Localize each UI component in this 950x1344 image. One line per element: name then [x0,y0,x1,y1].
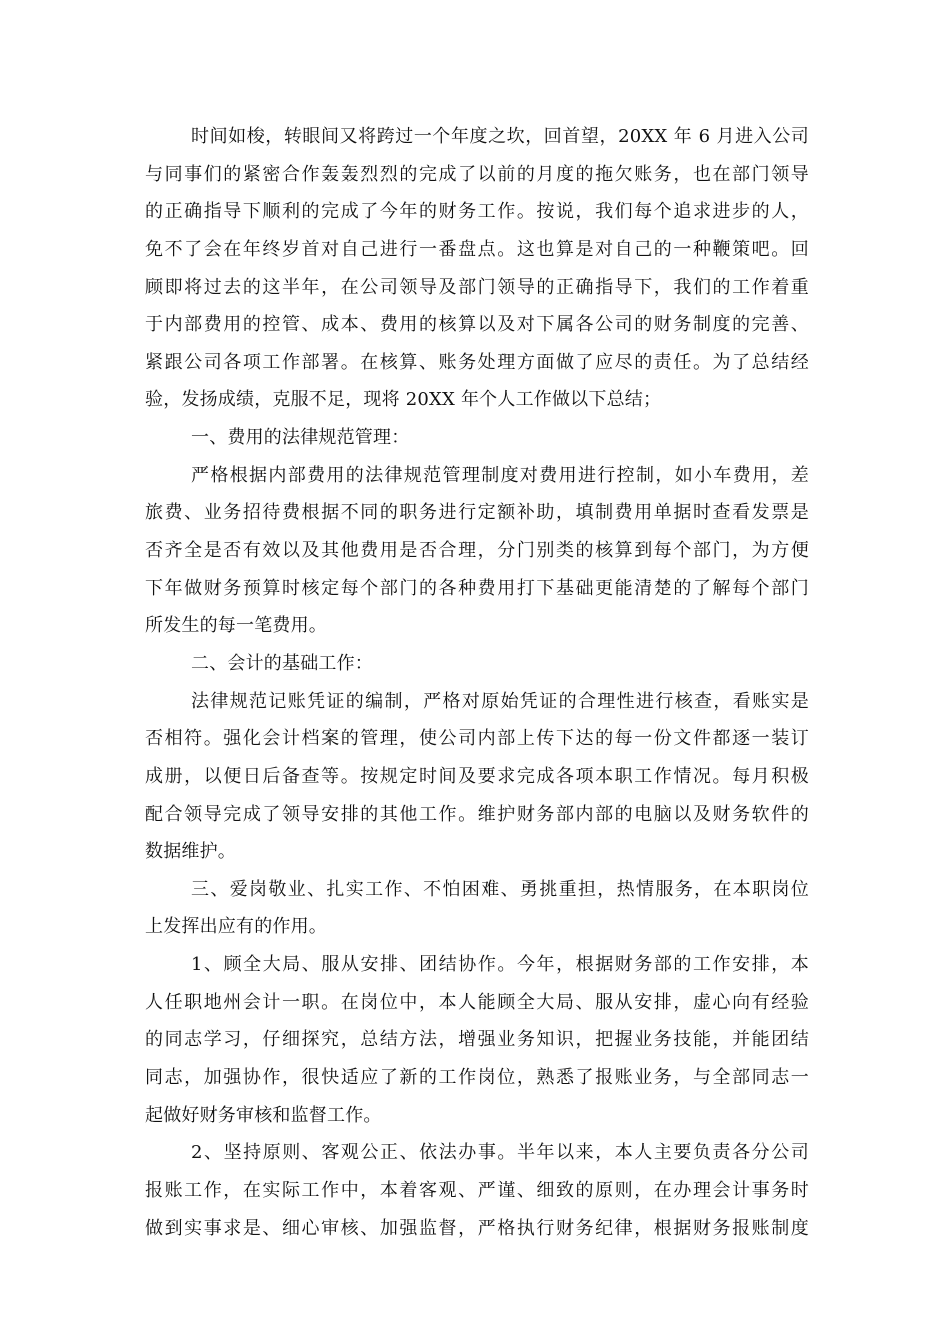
text-line: 所发生的每一笔费用。 [145,615,327,637]
text-line: 2、坚持原则、客观公正、依法办事。半年以来，本人主要负责各分公司 [191,1142,809,1164]
text-line: 验，发扬成绩，克服不足，现将 20XX 年个人工作做以下总结； [145,389,662,411]
text-line: 的正确指导下顺利的完成了今年的财务工作。按说，我们每个追求进步的人， [145,201,809,223]
text-line: 同志，加强协作，很快适应了新的工作岗位，熟悉了报账业务，与全部同志一 [145,1067,809,1089]
text-line: 时间如梭，转眼间又将跨过一个年度之坎，回首望，20XX 年 6 月进入公司 [191,126,809,147]
text-line: 三、爱岗敬业、扎实工作、不怕困难、勇挑重担，热情服务，在本职岗位 [191,878,809,900]
text-line: 成册，以便日后备查等。按规定时间及要求完成各项本职工作情况。每月积极 [145,765,809,787]
text-line: 否齐全是否有效以及其他费用是否合理，分门别类的核算到每个部门，为方便 [145,540,809,562]
text-line: 报账工作，在实际工作中，本着客观、严谨、细致的原则，在办理会计事务时 [145,1179,809,1201]
text-line: 法律规范记账凭证的编制，严格对原始凭证的合理性进行核查，看账实是 [191,690,809,712]
text-line: 一、费用的法律规范管理： [191,427,410,449]
document-page [145,118,809,1247]
text-line: 紧跟公司各项工作部署。在核算、账务处理方面做了应尽的责任。为了总结经 [145,351,809,373]
text-line: 1、顾全大局、服从安排、团结协作。今年，根据财务部的工作安排，本 [191,954,809,976]
text-line: 旅费、业务招待费根据不同的职务进行定额补助，填制费用单据时查看发票是 [145,502,809,524]
text-line: 的同志学习，仔细探究，总结方法，增强业务知识，把握业务技能，并能团结 [145,1029,809,1051]
text-line: 与同事们的紧密合作轰轰烈烈的完成了以前的月度的拖欠账务，也在部门领导 [145,163,809,185]
text-line: 下年做财务预算时核定每个部门的各种费用打下基础更能清楚的了解每个部门 [145,577,809,599]
text-line: 二、会计的基础工作： [191,652,373,674]
text-line: 配合领导完成了领导安排的其他工作。维护财务部内部的电脑以及财务软件的 [145,803,809,825]
text-line: 免不了会在年终岁首对自己进行一番盘点。这也算是对自己的一种鞭策吧。回 [145,238,809,260]
text-line: 做到实事求是、细心审核、加强监督，严格执行财务纪律，根据财务报账制度 [145,1217,809,1239]
text-line: 顾即将过去的这半年，在公司领导及部门领导的正确指导下，我们的工作着重 [145,276,809,298]
text-line: 上发挥出应有的作用。 [145,916,327,938]
text-line: 起做好财务审核和监督工作。 [145,1104,382,1126]
text-line: 人任职地州会计一职。在岗位中，本人能顾全大局、服从安排，虚心向有经验 [145,991,809,1013]
text-line: 数据维护。 [145,841,236,863]
text-line: 严格根据内部费用的法律规范管理制度对费用进行控制，如小车费用，差 [191,464,809,486]
text-line: 否相符。强化会计档案的管理，使公司内部上传下达的每一份文件都逐一装订 [145,728,809,750]
text-line: 于内部费用的控管、成本、费用的核算以及对下属各公司的财务制度的完善、 [145,314,809,336]
